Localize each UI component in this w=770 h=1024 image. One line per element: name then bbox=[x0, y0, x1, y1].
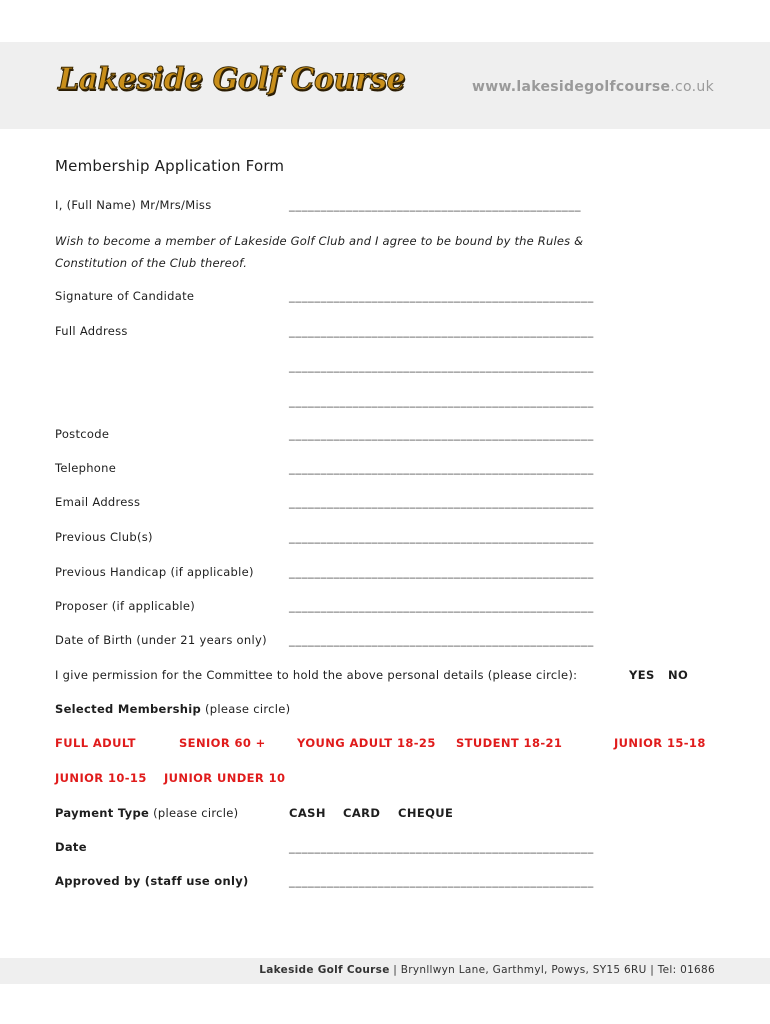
membership-option-junior-under-10[interactable]: JUNIOR UNDER 10 bbox=[164, 771, 286, 785]
intro-line-2: Constitution of the Club thereof. bbox=[55, 256, 248, 270]
membership-option-senior[interactable]: SENIOR 60 + bbox=[179, 736, 266, 750]
membership-label-hint: (please circle) bbox=[201, 702, 291, 716]
membership-option-young-adult[interactable]: YOUNG ADULT 18-25 bbox=[297, 736, 436, 750]
website-url-domain: www.lakesidegolfcourse bbox=[472, 79, 671, 95]
approved-by-label: Approved by (staff use only) bbox=[55, 874, 249, 888]
intro-line-1: Wish to become a member of Lakeside Golf Club and I agree to be bound by the Rules & bbox=[55, 234, 584, 248]
membership-option-student[interactable]: STUDENT 18-21 bbox=[456, 736, 563, 750]
payment-option-cheque[interactable]: CHEQUE bbox=[398, 806, 454, 820]
footer-contact bbox=[259, 964, 715, 976]
approved-by-field[interactable]: ________________________________________________ bbox=[289, 874, 594, 888]
payment-type-label bbox=[55, 806, 238, 820]
page-footer bbox=[0, 958, 770, 984]
postcode-field[interactable]: ________________________________________________ bbox=[289, 427, 594, 441]
date-label: Date bbox=[55, 840, 87, 854]
proposer-label: Proposer (if applicable) bbox=[55, 599, 196, 613]
postcode-label: Postcode bbox=[55, 427, 110, 441]
footer-address: | Brynllwyn Lane, Garthmyl, Powys, SY15 6RU | Tel: 01686 bbox=[389, 964, 715, 976]
dob-label: Date of Birth (under 21 years only) bbox=[55, 633, 267, 647]
club-logo: Lakeside Golf Course bbox=[58, 62, 406, 97]
previous-clubs-field[interactable]: ________________________________________________ bbox=[289, 530, 594, 544]
proposer-field[interactable]: ________________________________________________ bbox=[289, 599, 594, 613]
form-title: Membership Application Form bbox=[55, 157, 285, 175]
previous-handicap-field[interactable]: ________________________________________________ bbox=[289, 565, 594, 579]
membership-option-full-adult[interactable]: FULL ADULT bbox=[55, 736, 136, 750]
payment-type-label-hint: (please circle) bbox=[149, 806, 239, 820]
intro-statement bbox=[55, 230, 675, 274]
membership-option-junior-15-18[interactable]: JUNIOR 15-18 bbox=[614, 736, 706, 750]
page-header bbox=[0, 42, 770, 129]
membership-option-junior-10-15[interactable]: JUNIOR 10-15 bbox=[55, 771, 147, 785]
telephone-label: Telephone bbox=[55, 461, 117, 475]
website-url[interactable] bbox=[472, 79, 714, 95]
payment-option-card[interactable]: CARD bbox=[343, 806, 381, 820]
membership-label-bold: Selected Membership bbox=[55, 702, 202, 716]
email-field[interactable]: ________________________________________________ bbox=[289, 495, 594, 509]
previous-handicap-label: Previous Handicap (if applicable) bbox=[55, 565, 254, 579]
permission-text: I give permission for the Committee to hold the above personal details (please circle): bbox=[55, 668, 578, 682]
membership-label bbox=[55, 702, 290, 716]
date-field[interactable]: ________________________________________________ bbox=[289, 840, 594, 854]
address-field-line-1[interactable]: ________________________________________________ bbox=[289, 324, 594, 338]
full-name-field[interactable]: ______________________________________________ bbox=[289, 198, 582, 212]
payment-type-label-bold: Payment Type bbox=[55, 806, 150, 820]
previous-clubs-label: Previous Club(s) bbox=[55, 530, 153, 544]
permission-no-option[interactable]: NO bbox=[668, 668, 689, 682]
telephone-field[interactable]: ________________________________________________ bbox=[289, 461, 594, 475]
address-field-line-2[interactable]: ________________________________________________ bbox=[289, 359, 594, 373]
signature-label: Signature of Candidate bbox=[55, 289, 195, 303]
full-name-label: I, (Full Name) Mr/Mrs/Miss bbox=[55, 198, 212, 212]
address-label: Full Address bbox=[55, 324, 128, 338]
payment-option-cash[interactable]: CASH bbox=[289, 806, 326, 820]
address-field-line-3[interactable]: ________________________________________________ bbox=[289, 394, 594, 408]
signature-field[interactable]: ________________________________________________ bbox=[289, 289, 594, 303]
dob-field[interactable]: ________________________________________________ bbox=[289, 633, 594, 647]
footer-club-name: Lakeside Golf Course bbox=[259, 964, 390, 976]
website-url-tld: .co.uk bbox=[670, 79, 714, 95]
email-label: Email Address bbox=[55, 495, 141, 509]
permission-yes-option[interactable]: YES bbox=[629, 668, 655, 682]
